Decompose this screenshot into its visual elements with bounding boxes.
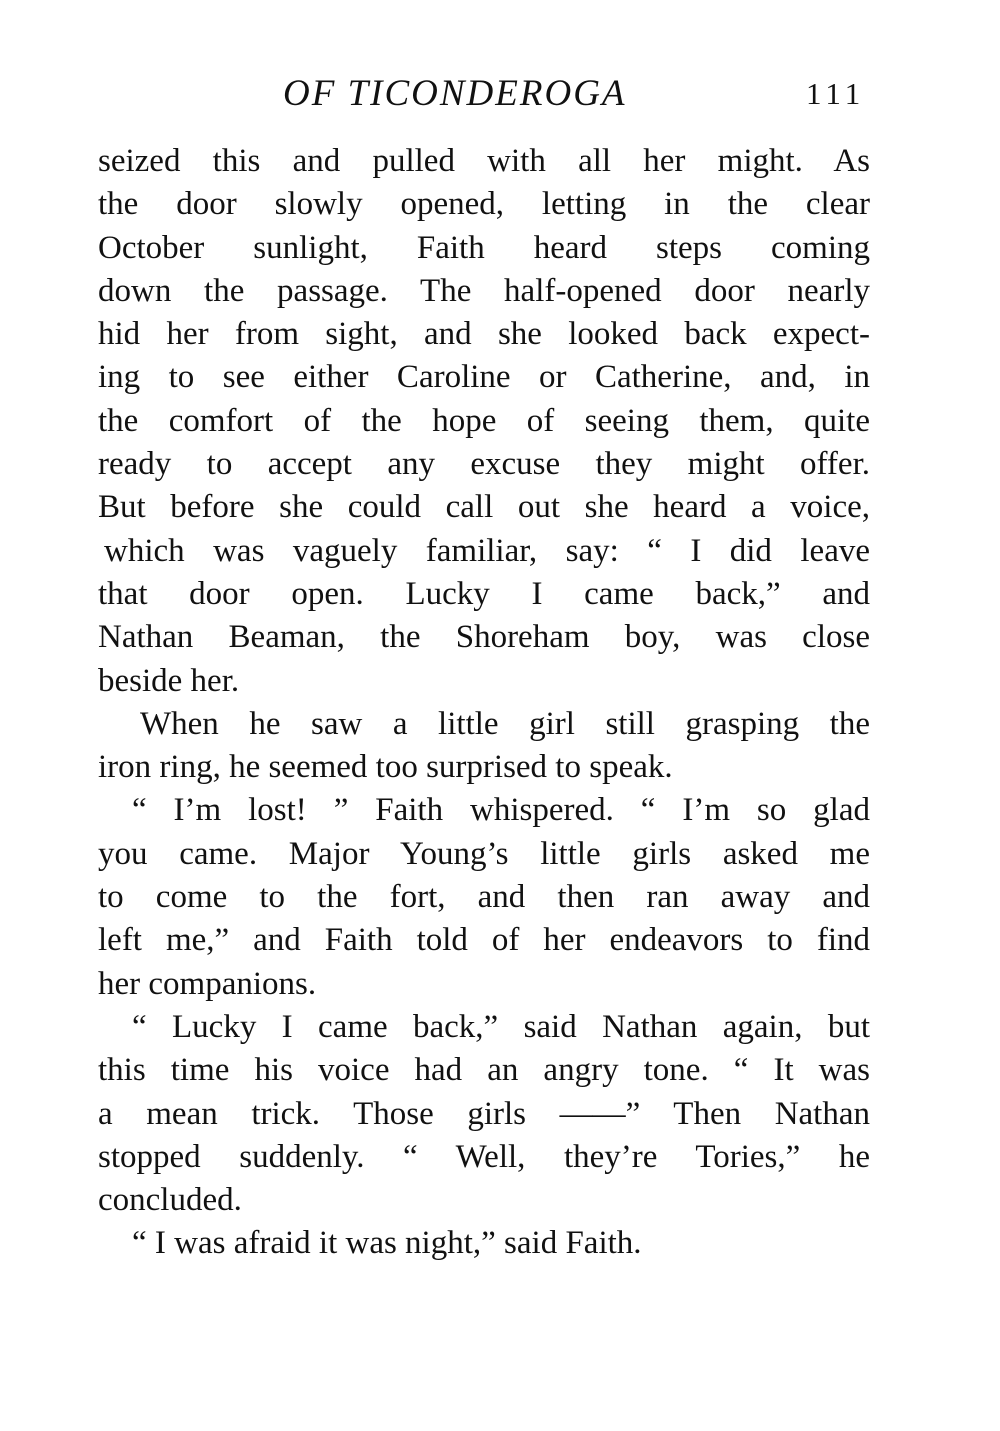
text-line: to come to the fort, and then ran away and	[98, 879, 870, 916]
text-line: this time his voice had an angry tone. “ It was	[98, 1052, 870, 1089]
text-line: which was vaguely familiar, say: “ I did leave	[104, 532, 870, 569]
text-line: ing to see either Caroline or Catherine, and, in	[98, 359, 870, 396]
text-line: “ I’m lost! ” Faith whispered. “ I’m so glad	[132, 792, 870, 829]
page-number: 111	[806, 76, 866, 111]
text-line: down the passage. The half-opened door nearly	[98, 272, 870, 309]
text-line: Nathan Beaman, the Shoreham boy, was close	[98, 619, 870, 656]
text-line: the comfort of the hope of seeing them, quite	[98, 402, 870, 439]
text-line: you came. Major Young’s little girls asked me	[98, 835, 870, 872]
text-line: iron ring, he seemed too surprised to speak.	[98, 749, 673, 786]
text-line: her companions.	[98, 965, 317, 1002]
running-title: OF TICONDEROGA	[283, 73, 627, 114]
text-line: beside her.	[98, 662, 240, 699]
body-text	[98, 140, 870, 1266]
text-line: a mean trick. Those girls ——” Then Nathan	[98, 1095, 870, 1132]
text-line: When he saw a little girl still grasping the	[140, 705, 870, 742]
text-line: October sunlight, Faith heard steps coming	[98, 229, 870, 266]
text-line: “ I was afraid it was night,” said Faith.	[132, 1225, 642, 1262]
text-line: hid her from sight, and she looked back expect-	[98, 316, 870, 353]
text-line: left me,” and Faith told of her endeavors to find	[98, 922, 870, 959]
text-line: seized this and pulled with all her might. As	[98, 143, 870, 179]
text-line: But before she could call out she heard a voice,	[98, 489, 870, 526]
text-line: ready to accept any excuse they might offer.	[98, 446, 870, 483]
text-line: stopped suddenly. “ Well, they’re Tories,” he	[98, 1138, 870, 1175]
text-line: “ Lucky I came back,” said Nathan again, but	[132, 1008, 870, 1045]
running-header	[0, 72, 1000, 122]
text-line: that door open. Lucky I came back,” and	[98, 575, 870, 612]
text-line: concluded.	[98, 1182, 242, 1219]
text-line: the door slowly opened, letting in the clear	[98, 186, 870, 223]
